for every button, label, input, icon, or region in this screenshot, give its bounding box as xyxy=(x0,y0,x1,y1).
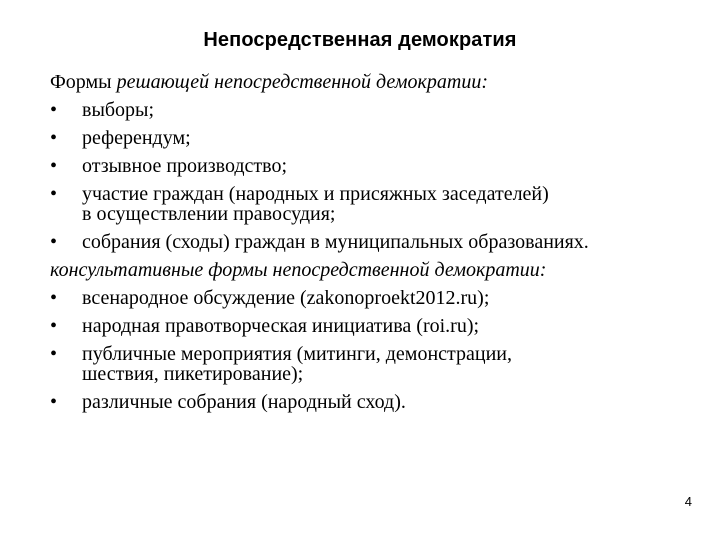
list-item xyxy=(50,228,700,256)
list-item-text: различные собрания (народный сход). xyxy=(82,391,406,413)
list-item-text: референдум; xyxy=(82,127,191,149)
bullet-icon: • xyxy=(50,231,58,253)
bullet-icon: • xyxy=(50,155,58,177)
list-item xyxy=(50,388,700,416)
bullet-icon: • xyxy=(50,391,58,413)
bullet-icon: • xyxy=(50,343,58,365)
bullet-icon: • xyxy=(50,315,58,337)
list-item-text: всенародное обсуждение (zakonoproekt2012.ru); xyxy=(82,287,490,309)
list-item-text: народная правотворческая инициатива (roi.ru); xyxy=(82,315,480,337)
consultative-forms-heading: консультативные формы непосредственной демократии: xyxy=(50,259,547,281)
bullet-icon: • xyxy=(50,127,58,149)
list-item-text: выборы; xyxy=(82,99,155,121)
bullet-icon: • xyxy=(50,287,58,309)
bullet-icon: • xyxy=(50,99,58,121)
decisive-heading-normal: Формы xyxy=(50,71,117,93)
list-item-text: участие граждан (народных и присяжных заседателей) xyxy=(82,183,549,205)
list-item xyxy=(50,152,700,180)
list-item xyxy=(50,124,700,152)
list-item-text: собрания (сходы) граждан в муниципальных образованиях. xyxy=(82,231,589,253)
page-number: 4 xyxy=(684,494,692,509)
slide-body xyxy=(50,68,700,416)
list-item-text: публичные мероприятия (митинги, демонстрации, xyxy=(82,343,512,365)
list-item xyxy=(50,312,700,340)
list-item-text: отзывное производство; xyxy=(82,155,288,177)
bullet-icon: • xyxy=(50,183,58,205)
list-item xyxy=(50,96,700,124)
decisive-heading-italic: решающей непосредственной демократии: xyxy=(116,71,488,93)
list-item xyxy=(50,284,700,312)
decisive-forms-heading xyxy=(50,68,700,96)
list-item-continuation: шествия, пикетирование); xyxy=(82,363,304,385)
list-item-continuation: в осуществлении правосудия; xyxy=(82,203,336,225)
slide-title: Непосредственная демократия xyxy=(203,29,517,51)
